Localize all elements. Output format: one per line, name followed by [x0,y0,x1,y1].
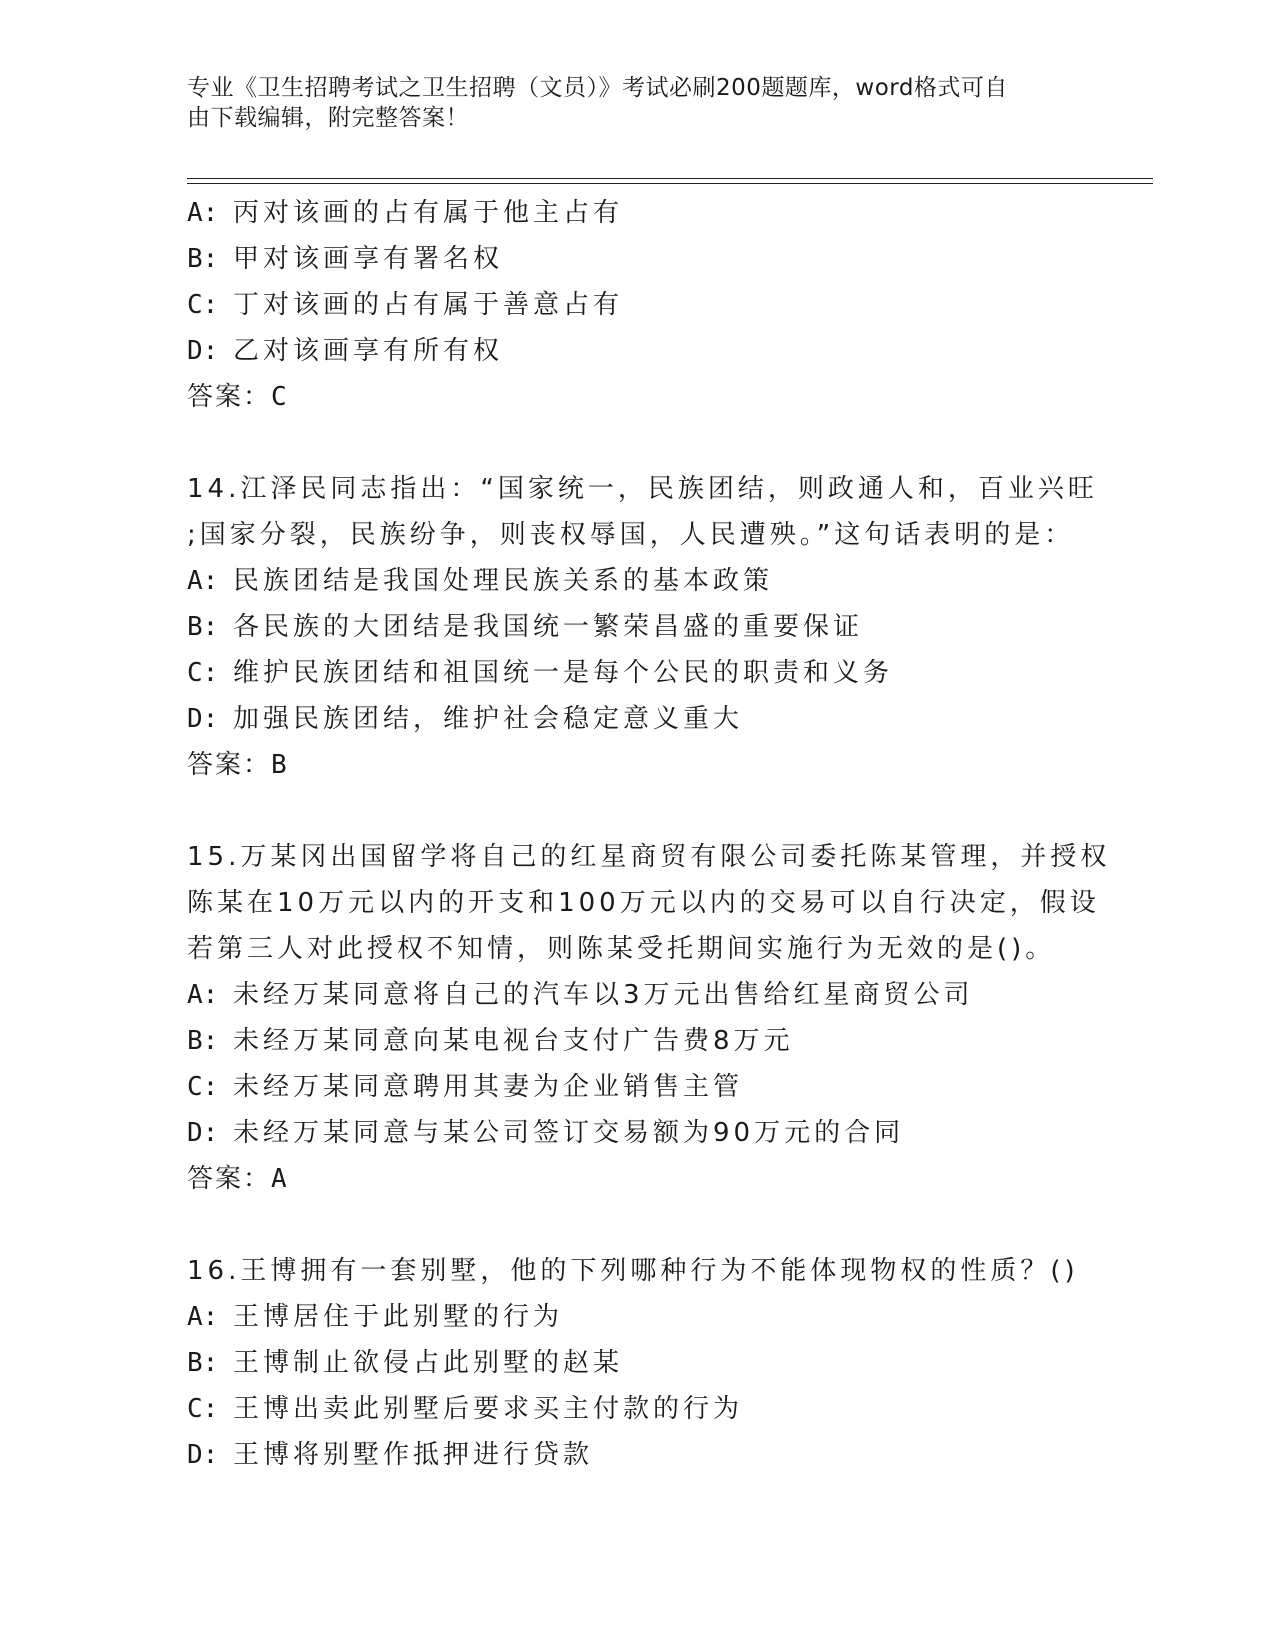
option-a [187,190,1087,236]
option-d [187,1110,1087,1156]
option-key: B: [187,612,219,642]
option-d [187,696,1087,742]
option-key: B: [187,244,219,274]
option-text: 未经万某同意将自己的汽车以3万元出售给红星商贸公司 [233,980,974,1010]
answer-value: B [271,750,289,780]
question-stem-line: 14.江泽民同志指出：“国家统一，民族团结，则政通人和，百业兴旺 [187,474,1098,504]
option-b [187,236,1087,282]
option-text: 民族团结是我国处理民族关系的基本政策 [233,566,774,596]
option-text: 维护民族团结和祖国统一是每个公民的职责和义务 [233,658,894,688]
question-list [187,190,1111,1478]
answer-label: 答案： [187,382,272,412]
option-a [187,972,1087,1018]
option-text: 未经万某同意与某公司签订交易额为90万元的合同 [233,1118,905,1148]
option-b [187,1018,1087,1064]
answer-line [187,742,1087,788]
answer-label: 答案： [187,1164,272,1194]
option-text: 加强民族团结，维护社会稳定意义重大 [233,704,744,734]
option-d [187,328,1087,374]
option-key: A: [187,566,219,596]
answer-value: A [271,1164,289,1194]
question-13 [187,190,1087,420]
option-text: 王博将别墅作抵押进行贷款 [233,1440,594,1470]
option-key: D: [187,1118,219,1148]
option-key: B: [187,1026,219,1056]
option-key: A: [187,1302,219,1332]
header-line-2: 由下载编辑，附完整答案！ [187,105,469,131]
option-key: D: [187,704,219,734]
option-key: C: [187,290,219,320]
option-c [187,650,1087,696]
header-divider-top [187,178,1153,179]
option-key: A: [187,198,219,228]
option-c [187,282,1087,328]
option-text: 王博出卖此别墅后要求买主付款的行为 [233,1394,744,1424]
option-key: A: [187,980,219,1010]
answer-line [187,374,1087,420]
option-text: 甲对该画享有署名权 [233,244,504,274]
question-stem-line: 陈某在10万元以内的开支和100万元以内的交易可以自行决定，假设 [187,888,1100,918]
document-header [187,73,1067,133]
option-b [187,604,1087,650]
spacer [187,788,1087,834]
option-text: 丙对该画的占有属于他主占有 [233,198,624,228]
option-key: C: [187,1394,219,1424]
option-key: D: [187,1440,219,1470]
answer-value: C [271,382,289,412]
option-key: C: [187,658,219,688]
question-stem-line: ;国家分裂，民族纷争，则丧权辱国，人民遭殃。”这句话表明的是： [187,520,1075,550]
option-text: 各民族的大团结是我国统一繁荣昌盛的重要保证 [233,612,864,642]
option-key: D: [187,336,219,366]
question-stem-line: 15.万某冈出国留学将自己的红星商贸有限公司委托陈某管理，并授权 [187,842,1111,872]
option-text: 丁对该画的占有属于善意占有 [233,290,624,320]
option-a [187,1294,1087,1340]
option-c [187,1386,1087,1432]
question-15 [187,834,1111,1202]
option-d [187,1432,1087,1478]
question-stem-line: 若第三人对此授权不知情，则陈某受托期间实施行为无效的是()。 [187,934,1056,964]
option-text: 未经万某同意聘用其妻为企业销售主管 [233,1072,744,1102]
spacer [187,420,1087,466]
option-key: B: [187,1348,219,1378]
option-key: C: [187,1072,219,1102]
answer-line [187,1156,1087,1202]
question-stem-line: 16.王博拥有一套别墅，他的下列哪种行为不能体现物权的性质？() [187,1256,1079,1286]
answer-label: 答案： [187,750,272,780]
option-b [187,1340,1087,1386]
option-text: 王博制止欲侵占此别墅的赵某 [233,1348,624,1378]
header-line-1: 专业《卫生招聘考试之卫生招聘（文员）》考试必刷200题题库，word格式可自 [187,75,1008,101]
option-c [187,1064,1087,1110]
question-14 [187,466,1098,788]
question-16 [187,1248,1087,1478]
option-text: 王博居住于此别墅的行为 [233,1302,564,1332]
option-text: 未经万某同意向某电视台支付广告费8万元 [233,1026,794,1056]
spacer [187,1202,1087,1248]
option-a [187,558,1087,604]
option-text: 乙对该画享有所有权 [233,336,504,366]
header-divider-bottom [187,183,1153,184]
